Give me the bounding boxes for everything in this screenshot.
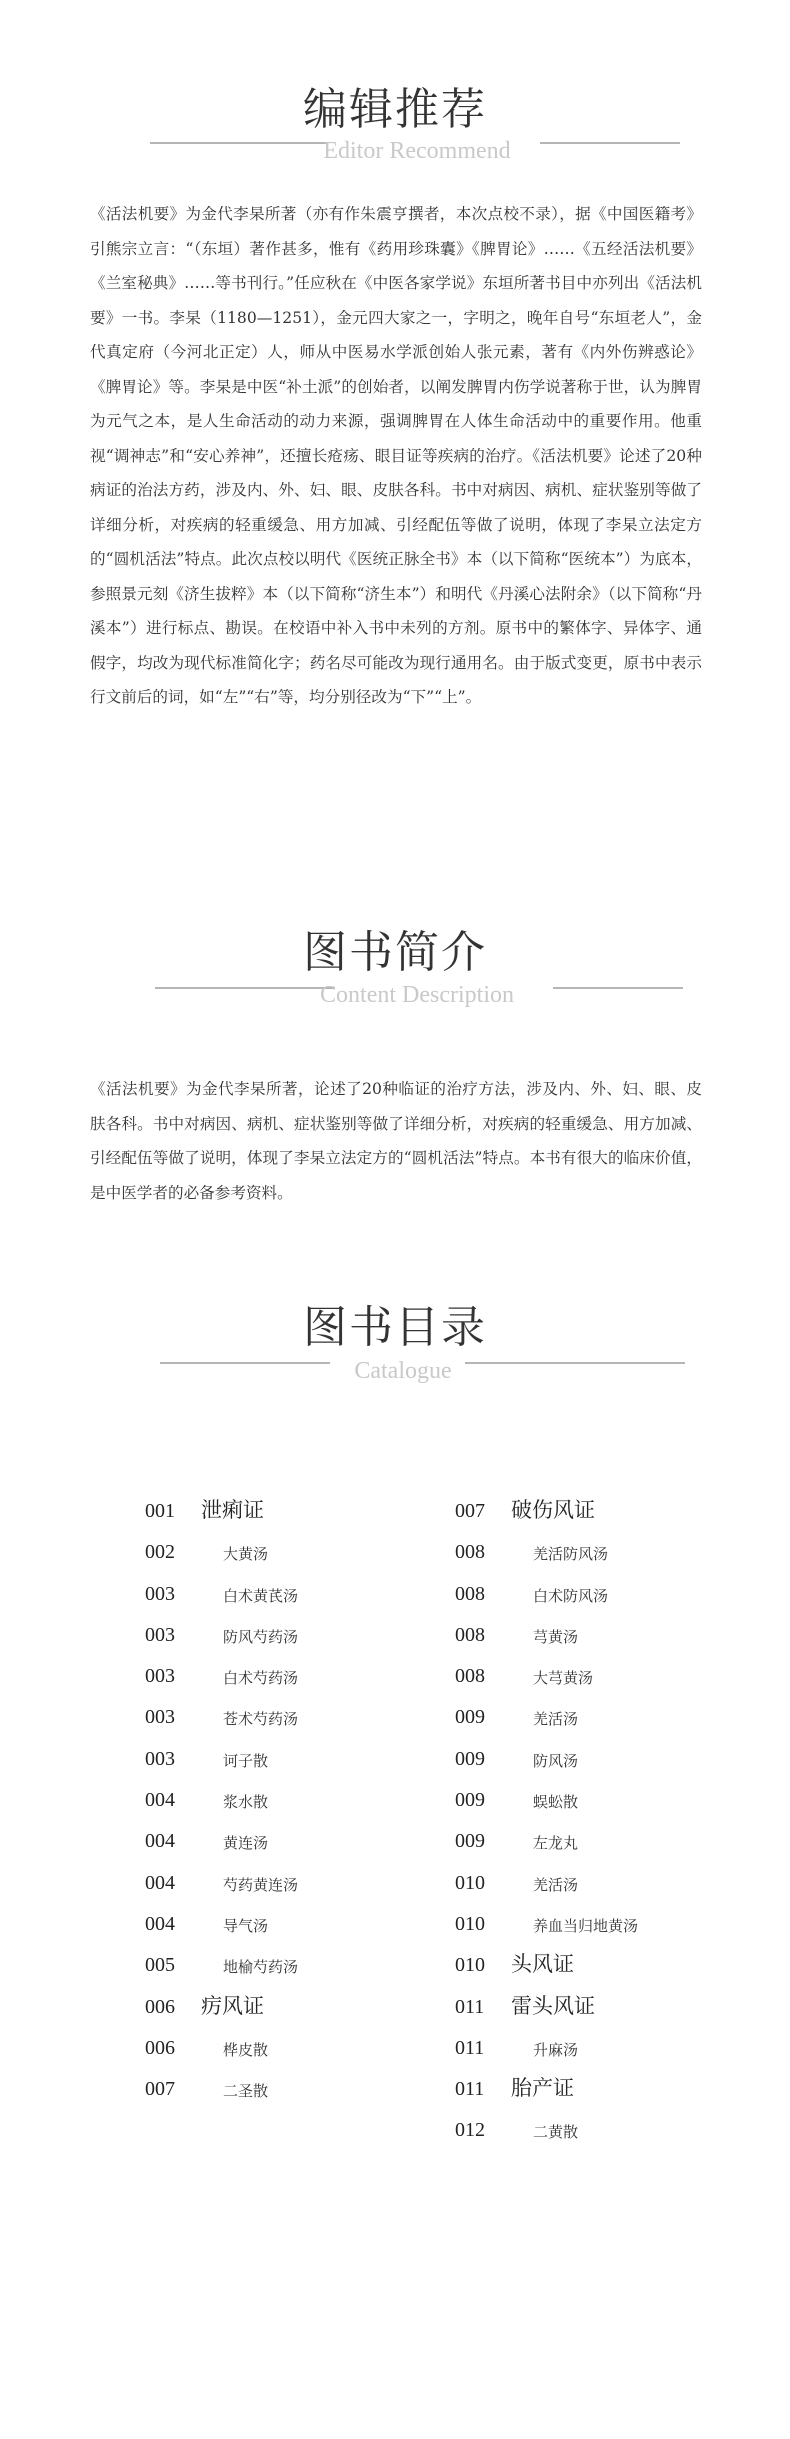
catalogue-page-number: 001 [145,1500,175,1522]
catalogue-entry [455,1786,755,1827]
catalogue-formula-title: 地榆芍药汤 [223,1958,299,1977]
catalogue-page-number: 003 [145,1665,175,1688]
catalogue-entry [455,2075,755,2116]
catalogue-page-number: 004 [145,1871,175,1894]
catalogue-left-column [145,1497,445,2116]
catalogue-entry [455,1745,755,1786]
catalogue-page-number: 009 [455,1706,485,1729]
catalogue-formula-title: 二圣散 [223,2082,269,2101]
catalogue-formula-title: 诃子散 [223,1751,269,1770]
catalogue-page-number: 007 [455,1500,485,1522]
catalogue-page-number: 011 [455,2036,485,2059]
catalogue-formula-title: 防风汤 [533,1751,579,1770]
catalogue-entry [145,1869,445,1910]
catalogue-entry [455,1621,755,1662]
catalogue-page-number: 006 [145,1995,175,2018]
catalogue-formula-title: 芍药黄连汤 [223,1875,299,1894]
catalogue-formula-title: 二黄散 [533,2123,579,2142]
catalogue-page-number: 010 [455,1871,485,1894]
catalogue-formula-title: 养血当归地黄汤 [533,1916,639,1935]
catalogue-formula-title: 导气汤 [223,1916,269,1935]
catalogue-page-number: 003 [145,1623,175,1646]
catalogue-entry [145,1662,445,1703]
content-description-header [0,925,790,1035]
editor-recommend-text: 《活法机要》为金代李杲所著（亦有作朱震亨撰者，本次点校不录），据《中国医籍考》引熊宗立言：“（东垣）著作甚多，惟有《药用珍珠囊》《脾胃论》……《五经活法机要》《兰室秘典》……等书刊行。”任应秋在《中医各家学说》东垣所著书目中亦列出《活法机要》一书。李杲（1180—1251），金元四大家之一，字明之，晚年自号“东垣老人”，金代真定府（今河北正定）人，师从中医易水学派创始人张元素，著有《内外伤辨惑论》《脾胃论》等。李杲是中医“补土派”的创始者，以阐发脾胃内伤学说著称于世，认为脾胃为元气之本，是人生命活动的动力来源，强调脾胃在人体生命活动中的重要作用。他重视“调神志”和“安心养神”，还擅长疮疡、眼目证等疾病的治疗。《活法机要》论述了20种病证的治法方药，涉及内、外、妇、眼、皮肤各科。书中对病因、病机、症状鉴别等做了详细分析，对疾病的轻重缓急、用方加减、引经配伍等做了说明，体现了李杲立法定方的“圆机活法”特点。此次点校以明代《医统正脉全书》本（以下简称“医统本”）为底本，参照景元刻《济生拔粹》本（以下简称“济生本”）和明代《丹溪心法附余》（以下简称“丹溪本”）进行标点、勘误。在校语中补入书中未列的方剂。原书中的繁体字、异体字、通假字，均改为现代标准简化字；药名尽可能改为现行通用名。由于版式变更，原书中表示行文前后的词，如“左”“右”等，均分别径改为“下”“上”。 [90,205,702,706]
catalogue-entry [455,1538,755,1579]
catalogue-entry [145,1910,445,1951]
catalogue-entry [145,1538,445,1579]
catalogue-chapter-title: 破伤风证 [511,1498,595,1522]
catalogue-entry [455,1662,755,1703]
catalogue-page-number: 011 [455,2078,485,2101]
catalogue-formula-title: 左龙丸 [533,1834,579,1853]
catalogue-formula-title: 芎黄汤 [533,1627,579,1646]
catalogue-entry [145,1827,445,1868]
catalogue-header [0,1300,790,1410]
catalogue-page-number: 010 [455,1912,485,1935]
catalogue-entry [145,1993,445,2034]
catalogue-formula-title: 浆水散 [223,1793,269,1812]
catalogue-formula-title: 蜈蚣散 [533,1793,579,1812]
catalogue-entry [455,2116,755,2157]
catalogue-formula-title: 桦皮散 [223,2040,269,2059]
catalogue-page-number: 010 [455,1954,485,1977]
catalogue-page-number: 011 [455,1995,485,2018]
catalogue-entry [455,1703,755,1744]
catalogue-page-number: 002 [145,1541,175,1564]
catalogue-chapter-title: 胎产证 [511,2076,574,2101]
catalogue-formula-title: 白术芍药汤 [223,1669,299,1688]
catalogue-page-number: 004 [145,1789,175,1812]
catalogue-entry [145,1621,445,1662]
catalogue-page-number: 006 [145,2036,175,2059]
catalogue-chapter-title: 头风证 [511,1952,574,1977]
content-description-title: 图书简介 [303,927,487,978]
catalogue-formula-title: 苍术芍药汤 [223,1710,299,1729]
catalogue-entry [145,1951,445,1992]
catalogue-title: 图书目录 [303,1302,487,1353]
catalogue-entry [455,1827,755,1868]
catalogue-formula-title: 大黄汤 [223,1545,269,1564]
catalogue-formula-title: 白术黄芪汤 [223,1586,299,1605]
catalogue-formula-title: 黄连汤 [223,1834,269,1853]
catalogue-page-number: 004 [145,1912,175,1935]
catalogue-entry [145,1497,445,1538]
editor-recommend-title: 编辑推荐 [303,84,487,135]
catalogue-page-number: 005 [145,1954,175,1977]
catalogue-page-number: 004 [145,1830,175,1853]
catalogue-chapter-title: 泄痢证 [201,1498,264,1522]
catalogue-entry [455,1580,755,1621]
catalogue-entry [145,1786,445,1827]
catalogue-page-number: 012 [455,2119,485,2142]
catalogue-chapter-title: 疠风证 [201,1993,264,2018]
catalogue-right-column [455,1497,755,2158]
catalogue-formula-title: 羌活防风汤 [533,1545,609,1564]
editor-recommend-subtitle: Editor Recommend [323,138,511,164]
catalogue-formula-title: 防风芍药汤 [223,1627,299,1646]
catalogue-entry [455,1993,755,2034]
catalogue-page-number: 009 [455,1789,485,1812]
content-description-text: 《活法机要》为金代李杲所著，论述了20种临证的治疗方法，涉及内、外、妇、眼、皮肤各科。书中对病因、病机、症状鉴别等做了详细分析，对疾病的轻重缓急、用方加减、引经配伍等做了说明，体现了李杲立法定方的“圆机活法”特点。本书有很大的临床价值，是中医学者的必备参考资料。 [90,1080,702,1202]
catalogue-formula-title: 羌活汤 [533,1710,579,1729]
catalogue-page-number: 008 [455,1665,485,1688]
catalogue-entry [145,2075,445,2116]
catalogue-page-number: 003 [145,1747,175,1770]
catalogue-formula-title: 大芎黄汤 [533,1669,594,1688]
catalogue-page-number: 007 [145,2078,175,2101]
catalogue-entry [145,1580,445,1621]
catalogue-entry [145,2034,445,2075]
catalogue-page-number: 003 [145,1582,175,1605]
content-description-subtitle: Content Description [320,982,514,1008]
catalogue-page-number: 008 [455,1541,485,1564]
catalogue-entry [455,1910,755,1951]
catalogue-entry [145,1703,445,1744]
catalogue-page-number: 009 [455,1747,485,1770]
catalogue-page-number: 008 [455,1582,485,1605]
catalogue-entry [455,1497,755,1538]
catalogue-entry [455,1869,755,1910]
catalogue-page-number: 009 [455,1830,485,1853]
catalogue-page-number: 003 [145,1706,175,1729]
catalogue-formula-title: 羌活汤 [533,1875,579,1894]
catalogue-page-number: 008 [455,1623,485,1646]
editor-recommend-header [0,82,790,192]
catalogue-entry [145,1745,445,1786]
catalogue-entry [455,2034,755,2075]
catalogue-chapter-title: 雷头风证 [511,1993,595,2018]
catalogue-entry [455,1951,755,1992]
catalogue-formula-title: 升麻汤 [533,2040,579,2059]
catalogue-subtitle: Catalogue [354,1358,452,1384]
catalogue-formula-title: 白术防风汤 [533,1586,609,1605]
